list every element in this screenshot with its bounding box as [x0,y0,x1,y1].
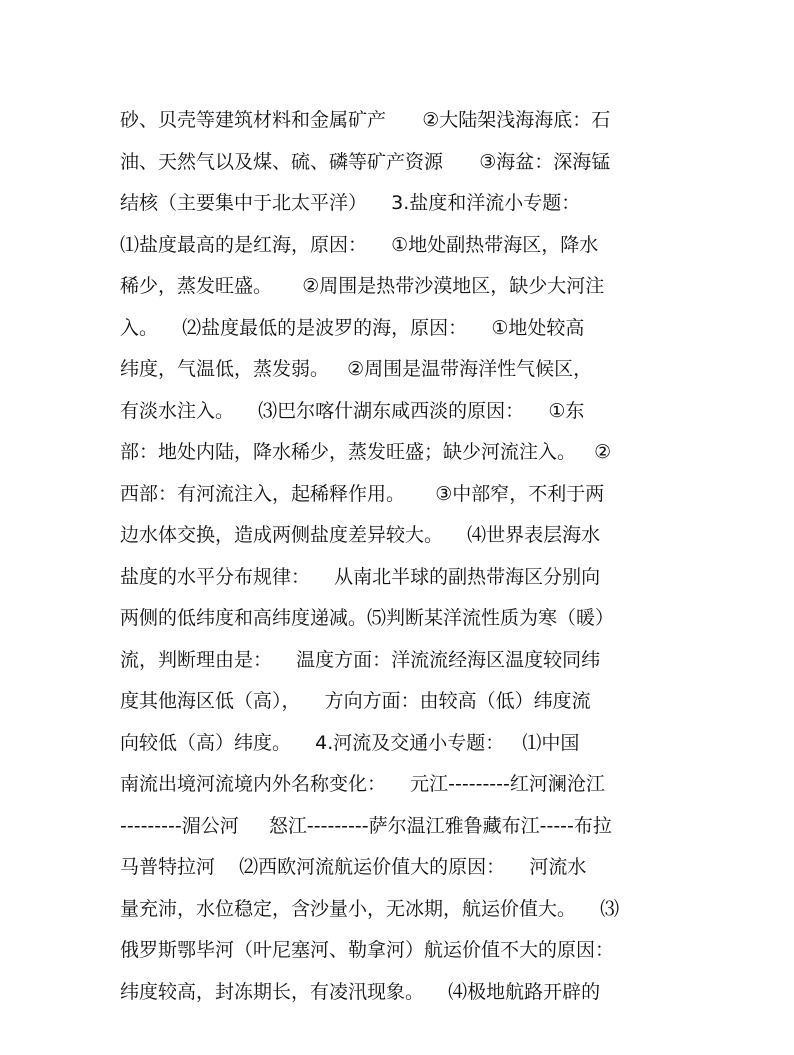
text-line: 纬度较高，封冻期长，有凌汛现象。 ⑷极地航路开辟的 [120,980,601,1003]
text-line: 入。 ⑵盐度最低的是波罗的海，原因： ①地处较高 [120,316,585,339]
text-line: 部：地处内陆，降水稀少，蒸发旺盛；缺少河流注入。 ② [120,441,612,463]
text-line: 向较低（高）纬度。 4.河流及交通小专题： ⑴中国 [120,731,580,754]
text-line: 西部：有河流注入，起稀释作用。 ③中部窄，不利于两 [120,482,605,505]
text-line: 量充沛，水位稳定，含沙量小，无冰期，航运价值大。 ⑶ [120,897,620,920]
text-line: ⑴盐度最高的是红海，原因： ①地处副热带海区，降水 [120,233,599,256]
text-line: 马普特拉河 ⑵西欧河流航运价值大的原因： 河流水 [120,856,587,878]
text-line: 有淡水注入。 ⑶巴尔喀什湖东咸西淡的原因： ①东 [120,399,585,422]
text-line: 边水体交换，造成两侧盐度差异较大。 ⑷世界表层海水 [120,524,601,546]
text-line: 盐度的水平分布规律： 从南北半球的副热带海区分别向 [120,565,601,588]
text-line: ---------湄公河 怒江---------萨尔温江雅鲁藏布江-----布拉 [120,814,612,837]
text-line: 流，判断理由是： 温度方面：洋流流经海区温度较同纬 [120,648,601,671]
text-line: 油、天然气以及煤、硫、磷等矿产资源 ③海盆：深海锰 [120,150,611,173]
text-line: 南流出境河流境内外名称变化： 元江---------红河澜沧江 [120,773,605,795]
text-line: 纬度，气温低，蒸发弱。 ②周围是温带海洋性气候区， [120,358,593,380]
text-line: 砂、贝壳等建筑材料和金属矿产 ②大陆架浅海海底：石 [120,109,611,131]
body-text [120,100,676,1013]
text-line: 度其他海区低（高）， 方向方面：由较高（低）纬度流 [120,690,591,712]
text-line: 结核（主要集中于北太平洋） 3.盐度和洋流小专题： [120,192,581,214]
text-line: 两侧的低纬度和高纬度递减。⑸判断某洋流性质为寒（暖） [120,607,615,629]
text-line: 稀少，蒸发旺盛。 ②周围是热带沙漠地区，缺少大河注 [120,275,605,297]
text-line: 俄罗斯鄂毕河（叶尼塞河、勒拿河）航运价值不大的原因： [120,939,615,961]
